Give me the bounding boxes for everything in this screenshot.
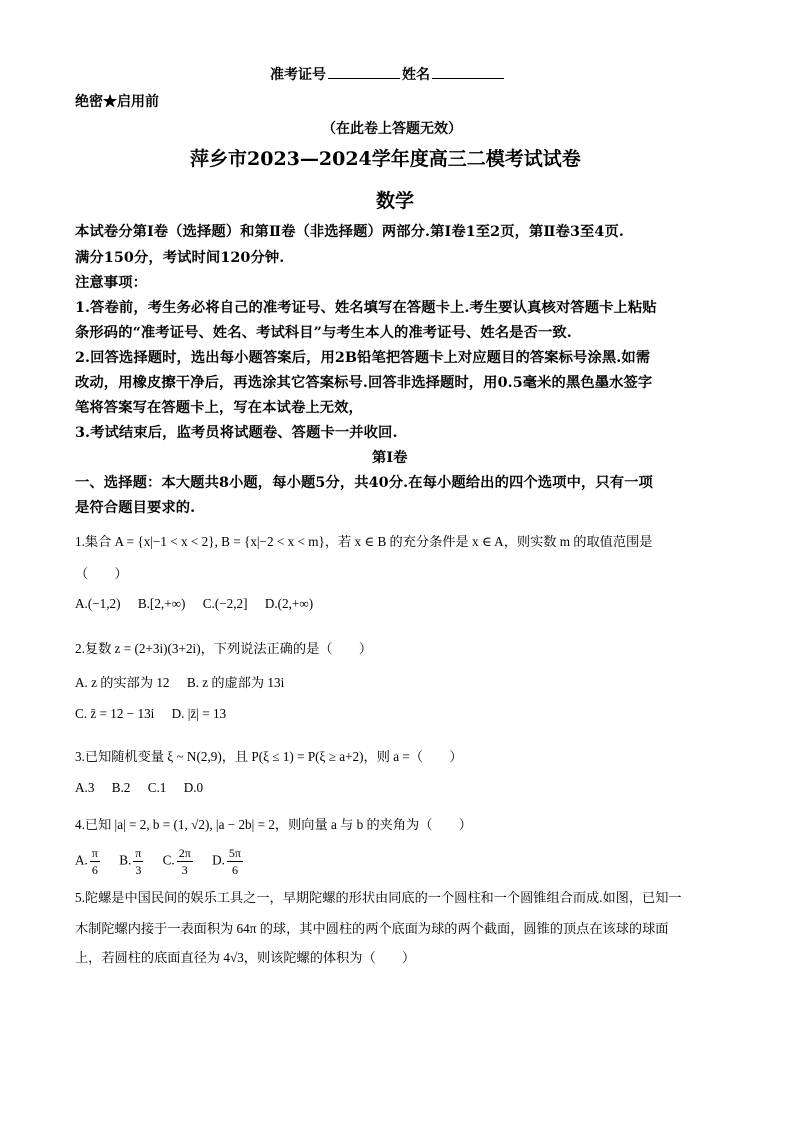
name-label: 姓名: [402, 67, 430, 83]
q4-option-a-label: A.: [75, 852, 88, 868]
q4-option-d-den: 6: [231, 863, 238, 877]
note-2b: 改动，用橡皮擦干净后，再选涂其它答案标号.回答非选择题时，用0.5毫米的黑色墨水签字: [75, 375, 653, 391]
section-heading-1: 一、选择题：本大题共8小题，每小题5分，共40分.在每小题给出的四个选项中，只有一项: [75, 475, 653, 491]
q3-option-b[interactable]: B.2: [111, 780, 131, 795]
q1-option-a[interactable]: A.(−1,2): [75, 596, 121, 611]
q2-stem: 2.复数 z = (2+3i)(3+2i)，下列说法正确的是（ ）: [75, 641, 373, 656]
note-1a: 1.答卷前，考生务必将自己的准考证号、姓名填写在答题卡上.考生要认真核对答题卡上粘贴: [75, 300, 657, 316]
note-2c: 笔将答案写在答题卡上，写在本试卷上无效，: [75, 400, 363, 416]
q4-option-b-den: 3: [135, 863, 142, 877]
q4-option-a[interactable]: [75, 847, 102, 876]
q4-option-d-fraction: [227, 847, 243, 876]
intro-line-2: 满分150分，考试时间120分钟.: [75, 250, 285, 266]
q4-option-c[interactable]: [163, 847, 195, 876]
q4-option-a-num: π: [91, 846, 98, 860]
q4-option-b-num: π: [135, 846, 142, 860]
q2-option-d[interactable]: D. |z̄| = 13: [171, 706, 227, 721]
secret-mark: 绝密★启用前: [75, 94, 159, 110]
subject-title: 数学: [376, 190, 415, 212]
q2-options-row1: [75, 672, 298, 691]
q4-option-c-label: C.: [162, 852, 175, 868]
q4-option-d-num: 5π: [228, 846, 241, 860]
part-title: 第Ⅰ卷: [372, 450, 408, 466]
exam-id-blank: [328, 66, 400, 79]
q4-option-b-fraction: [133, 847, 143, 876]
q2-option-b[interactable]: B. z 的虚部为 13i: [186, 675, 285, 690]
q4-option-a-den: 6: [91, 863, 98, 877]
q4-option-c-fraction: [177, 847, 193, 876]
intro-line-1: 本试卷分第Ⅰ卷（选择题）和第Ⅱ卷（非选择题）两部分.第Ⅰ卷1至2页，第Ⅱ卷3至4页.: [75, 224, 624, 240]
q4-stem: 4.已知 |a| = 2, b = (1, √2), |a − 2b| = 2，则向量 a 与 b 的夹角为（ ）: [75, 817, 472, 832]
q1-option-c[interactable]: C.(−2,2]: [202, 596, 248, 611]
q1-stem: 1.集合 A = {x|−1 < x < 2}, B = {x|−2 < x < m}，若 x ∈ B 的充分条件是 x ∈ A，则实数 m 的取值范围是: [75, 534, 653, 549]
q2-option-a[interactable]: A. z 的实部为 12: [75, 675, 170, 690]
note-3: 3.考试结束后，监考员将试题卷、答题卡一并收回.: [75, 425, 398, 441]
q3-option-a[interactable]: A.3: [75, 780, 95, 795]
q3-options: [75, 780, 217, 796]
q5-line-1: 5.陀螺是中国民间的娱乐工具之一，早期陀螺的形状由同底的一个圆柱和一个圆锥组合而成.如图，已知一: [75, 890, 682, 905]
q4-option-c-den: 3: [181, 863, 188, 877]
notes-title: 注意事项：: [75, 275, 147, 291]
q4-option-b[interactable]: [119, 847, 145, 876]
q3-stem: 3.已知随机变量 ξ ~ N(2,9)，且 P(ξ ≤ 1) = P(ξ ≥ a+2)，则 a =（ ）: [75, 749, 463, 764]
q2-options-row2: [75, 706, 240, 722]
q3-option-c[interactable]: C.1: [147, 780, 167, 795]
name-blank: [432, 66, 504, 79]
q5-line-3: 上，若圆柱的底面直径为 4√3，则该陀螺的体积为（ ）: [75, 950, 416, 965]
note-2a: 2.回答选择题时，选出每小题答案后，用2B铅笔把答题卡上对应题目的答案标号涂黑.如需: [75, 350, 651, 366]
note-1b: 条形码的“准考证号、姓名、考试科目”与考生本人的准考证号、姓名是否一致.: [75, 325, 572, 341]
invalid-notice: （在此卷上答题无效）: [322, 121, 462, 137]
q1-options: [75, 596, 327, 612]
q1-option-b[interactable]: B.[2,+∞): [137, 596, 186, 611]
exam-title: 萍乡市2023—2024学年度高三二模考试试卷: [190, 148, 581, 170]
q2-option-c[interactable]: C. z̄ = 12 − 13i: [75, 706, 155, 721]
q4-option-d-label: D.: [212, 852, 225, 868]
exam-id-label: 准考证号: [270, 67, 326, 83]
q4-options: [75, 847, 259, 876]
q4-option-b-label: B.: [119, 852, 132, 868]
q1-paren: （ ）: [75, 566, 128, 581]
q4-option-c-num: 2π: [178, 846, 191, 860]
q5-line-2: 木制陀螺内接于一表面积为 64π 的球，其中圆柱的两个底面为球的两个截面，圆锥的顶点在该球的球面: [75, 921, 669, 936]
q4-option-a-fraction: [90, 847, 100, 876]
q1-option-d[interactable]: D.(2,+∞): [264, 596, 314, 611]
candidate-info-line: [270, 64, 506, 84]
section-heading-2: 是符合题目要求的.: [75, 500, 196, 516]
q3-option-d[interactable]: D.0: [183, 780, 204, 795]
q4-option-d[interactable]: [212, 847, 245, 876]
